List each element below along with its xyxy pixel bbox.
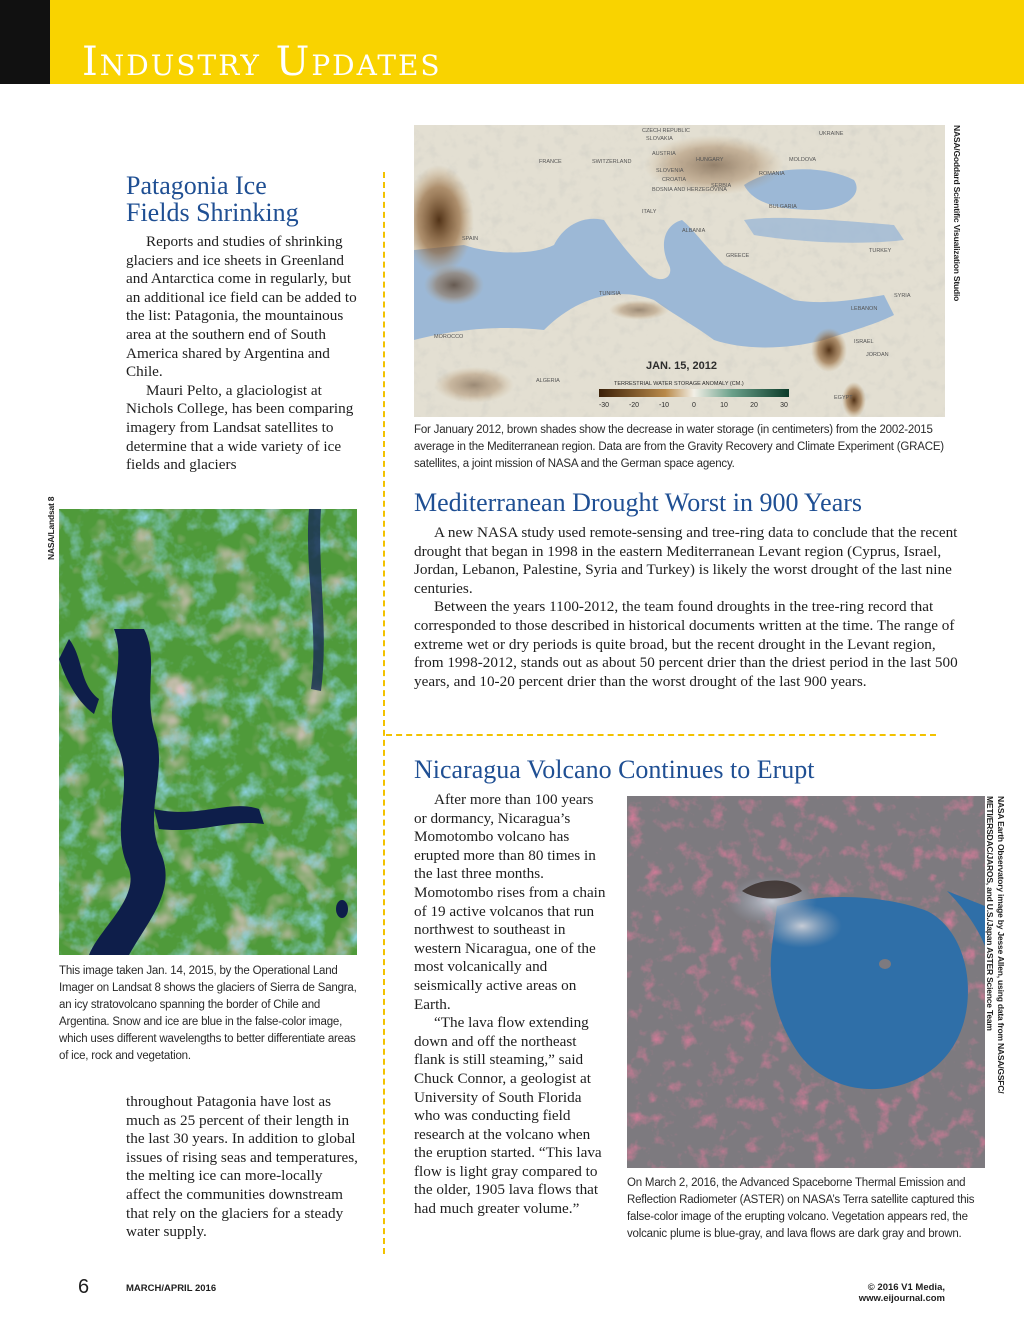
nicaragua-paragraph-1: After more than 100 years or dormancy, Nicaragua’s Momotombo volcano has erupted more than 80 times in the last three months. Momotombo rises from a chain of 19 active volcanos that run northwest to southeast in western Nicaragua, one of the most volcanically and seismically active areas on Earth. <box>414 791 606 1013</box>
article-divider <box>386 734 936 736</box>
map-legend-bar <box>599 389 789 397</box>
map-country-label: SYRIA <box>894 293 911 299</box>
page-number: 6 <box>78 1276 90 1298</box>
footer-copyright: © 2016 V1 Media, www.eijournal.com <box>858 1282 945 1304</box>
map-legend-tick: 10 <box>720 402 728 409</box>
map-country-label: FRANCE <box>539 159 562 165</box>
volcano-caption: On March 2, 2016, the Advanced Spaceborne Thermal Emission and Reflection Radiometer (ASTER) on NASA’s Terra satellite captured this false-color image of the erupting volcano. Vegetation appears red, the volcanic plume is blue-gray, and lava flows are dark gray and brown. <box>627 1177 975 1240</box>
nicaragua-paragraph-2: “The lava flow extending down and off the northeast flank is still steaming,” said Chuck Connor, a geologist at University of South Florida who was conducting field research at the volcano when the eruption started. “This lava flow is light gray compared to the older, 1905 lava flows that had much greater volume.” <box>414 1014 602 1218</box>
map-country-label: ITALY <box>642 209 657 215</box>
map-legend-title: TERRESTRIAL WATER STORAGE ANOMALY (CM.) <box>614 381 744 387</box>
header-black-tab <box>0 0 50 84</box>
map-legend-tick: 30 <box>780 402 788 409</box>
map-country-label: CROATIA <box>662 177 687 183</box>
map-country-label: GREECE <box>726 253 750 259</box>
map-country-label: BOSNIA AND HERZEGOVINA <box>652 187 727 193</box>
mediterranean-headline: Mediterranean Drought Worst in 900 Years <box>414 488 863 517</box>
map-country-label: LEBANON <box>851 306 878 312</box>
landsat-glacier-image <box>59 509 357 955</box>
section-title: Industry Updates <box>82 39 442 85</box>
map-country-label: SPAIN <box>462 236 479 242</box>
patagonia-paragraph-3: throughout Patagonia have lost as much as 25 percent of their length in the last 30 years. In addition to global issues of rising seas and temperatures, the melting ice can more-locally affect the communities downstream that rely on the glaciers for a steady water supply. <box>126 1093 358 1241</box>
nicaragua-body <box>414 791 607 1219</box>
map-legend-tick: -10 <box>658 402 670 409</box>
map-country-label: TURKEY <box>869 248 892 254</box>
map-legend-tick: 0 <box>692 402 696 409</box>
map-legend-tick: -20 <box>628 402 640 409</box>
landsat-caption: This image taken Jan. 14, 2015, by the Operational Land Imager on Landsat 8 shows the glaciers of Sierra de Sangra, an icy stratovolcano spanning the border of Chile and Argentina. Snow and ice are blue in the false-color image, which uses different wavelengths to better differentiate areas of ice, rock and vegetation. <box>59 965 357 1062</box>
map-country-label: ROMANIA <box>759 171 785 177</box>
map-country-label: SLOVENIA <box>656 168 684 174</box>
map-country-label: ALBANIA <box>682 228 706 234</box>
map-date: JAN. 15, 2012 <box>646 360 717 372</box>
map-country-label: SLOVAKIA <box>646 136 673 142</box>
map-country-label: HUNGARY <box>696 157 724 163</box>
patagonia-headline-line2: Fields Shrinking <box>126 198 299 228</box>
volcano-aster-image <box>627 796 985 1168</box>
map-country-label: MOROCCO <box>434 334 464 340</box>
map-country-label: AUSTRIA <box>652 151 676 157</box>
map-country-label: SWITZERLAND <box>592 159 632 165</box>
patagonia-headline-line1: Patagonia Ice <box>126 171 267 200</box>
mediterranean-water-map <box>414 125 945 417</box>
mediterranean-body <box>414 524 960 691</box>
patagonia-body-bottom <box>126 1093 358 1242</box>
mediterranean-paragraph-2: Between the years 1100-2012, the team found droughts in the tree-ring record that corresponded to those described in historical documents written at the time. The range of extreme wet or dry periods is quite broad, but the recent drought in the Levant region, from 1998-2012, stands out as about 50 percent drier than the driest period in the last 500 years, and 10-20 percent drier than the worst drought of the last 900 years. <box>414 598 958 690</box>
issue-date: MARCH/APRIL 2016 <box>126 1283 217 1294</box>
map-country-label: ISRAEL <box>854 339 874 345</box>
map-country-label: EGYPT <box>834 395 853 401</box>
mediterranean-paragraph-1: A new NASA study used remote-sensing and tree-ring data to conclude that the recent drought that began in 1998 in the eastern Mediterranean Levant region (Cyprus, Israel, Jordan, Lebanon, Palestine, Syria and Turkey) is likely the worst drought of the last nine centuries. <box>414 524 958 597</box>
map-legend-tick: -30 <box>598 402 610 409</box>
map-country-label: SERBIA <box>711 183 732 189</box>
patagonia-paragraph-1: Reports and studies of shrinking glaciers and ice sheets in Greenland and Antarctica come in regularly, but an additional ice field can be added to the list: Patagonia, the mountainous area at the southern end of South America shared by Argentina and Chile. <box>126 233 357 381</box>
map-country-label: BULGARIA <box>769 204 797 210</box>
map-country-label: ALGERIA <box>536 378 560 384</box>
map-country-label: MOLDOVA <box>789 157 817 163</box>
map-country-label: JORDAN <box>866 352 889 358</box>
map-legend-tick: 20 <box>750 402 758 409</box>
nicaragua-headline: Nicaragua Volcano Continues to Erupt <box>414 755 815 784</box>
map-country-label: TUNISIA <box>599 291 621 297</box>
map-country-label: CZECH REPUBLIC <box>642 128 690 134</box>
volcano-image-credit-line1: NASA Earth Observatory image by Jesse Allen, using data from NASA/GSFC/ <box>996 796 1006 1094</box>
column-divider <box>383 172 385 1254</box>
landsat-image-credit: NASA/Landsat 8 <box>46 496 56 560</box>
patagonia-body-top <box>126 233 358 475</box>
map-caption: For January 2012, brown shades show the decrease in water storage (in centimeters) from the 2002-2015 average in the Mediterranean region. Data are from the Gravity Recovery and Climate Experiment (GRACE) satellites, a joint mission of NASA and the German space agency. <box>414 424 944 470</box>
patagonia-paragraph-2: Mauri Pelto, a glaciologist at Nichols College, has been comparing imagery from Landsat satellites to determine that a wide variety of ice fields and glaciers <box>126 381 354 474</box>
map-country-label: UKRAINE <box>819 131 844 137</box>
volcano-image-credit-line2: METI/ERSDAC/JAROS, and U.S./Japan ASTER Science Team <box>985 796 995 1031</box>
map-credit: NASA/Goddard Scientific Visualization Studio <box>952 125 962 302</box>
patagonia-headline <box>126 172 366 227</box>
